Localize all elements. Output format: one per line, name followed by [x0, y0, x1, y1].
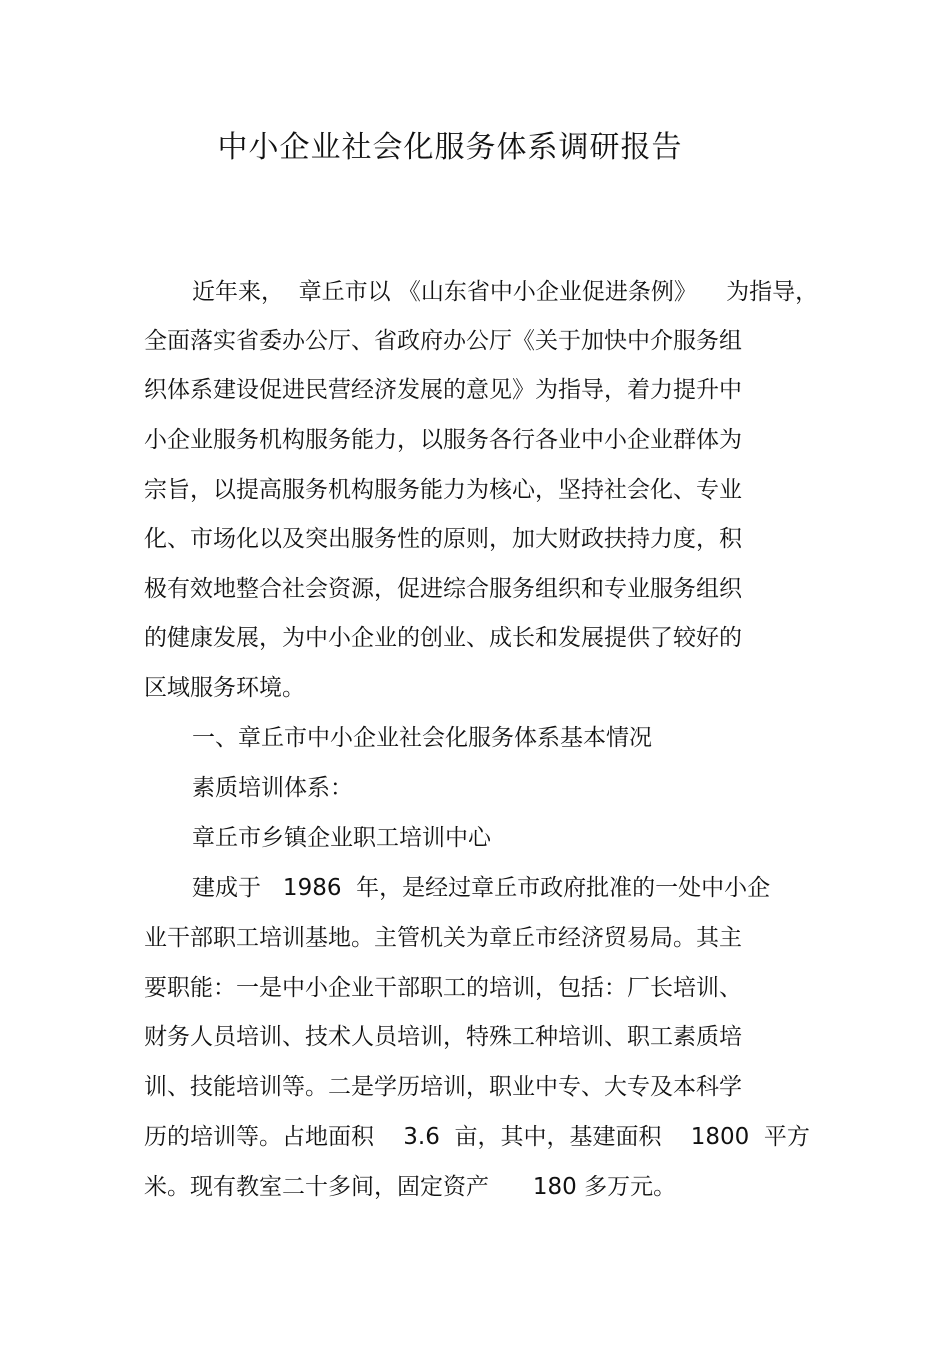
section-heading: 一、章丘市中小企业社会化服务体系基本情况: [192, 725, 652, 751]
paragraph-line: 小企业服务机构服务能力，以服务各行各业中小企业群体为: [144, 427, 742, 453]
paragraph-line: 近年来， 章丘市以 《山东省中小企业促进条例》 为指导，: [192, 279, 819, 305]
paragraph-line: 训、技能培训等。二是学历培训，职业中专、大专及本科学: [144, 1074, 742, 1100]
paragraph-line: 要职能：一是中小企业干部职工的培训，包括：厂长培训、: [144, 975, 742, 1001]
paragraph-line: 区域服务环境。: [144, 675, 305, 701]
paragraph-line: 历的培训等。占地面积 3.6 亩，其中，基建面积 1800 平方: [144, 1124, 810, 1150]
paragraph-line: 财务人员培训、技术人员培训，特殊工种培训、职工素质培: [144, 1024, 742, 1050]
paragraph-line: 建成于 1986 年，是经过章丘市政府批准的一处中小企: [192, 875, 771, 901]
paragraph-line: 全面落实省委办公厅、省政府办公厅《关于加快中介服务组: [144, 328, 742, 354]
paragraph-line: 米。现有教室二十多间，固定资产 180 多万元。: [144, 1174, 677, 1200]
paragraph-line: 的健康发展，为中小企业的创业、成长和发展提供了较好的: [144, 625, 742, 651]
paragraph-line: 业干部职工培训基地。主管机关为章丘市经济贸易局。其主: [144, 925, 742, 951]
paragraph-line: 宗旨，以提高服务机构服务能力为核心，坚持社会化、专业: [144, 477, 742, 503]
subsection-heading: 素质培训体系：: [192, 775, 353, 801]
paragraph-line: 化、市场化以及突出服务性的原则，加大财政扶持力度，积: [144, 526, 742, 552]
paragraph-line: 织体系建设促进民营经济发展的意见》为指导，着力提升中: [144, 377, 742, 403]
paragraph-line: 极有效地整合社会资源，促进综合服务组织和专业服务组织: [144, 576, 742, 602]
document-title: 中小企业社会化服务体系调研报告: [217, 130, 683, 165]
institution-heading: 章丘市乡镇企业职工培训中心: [192, 825, 491, 851]
